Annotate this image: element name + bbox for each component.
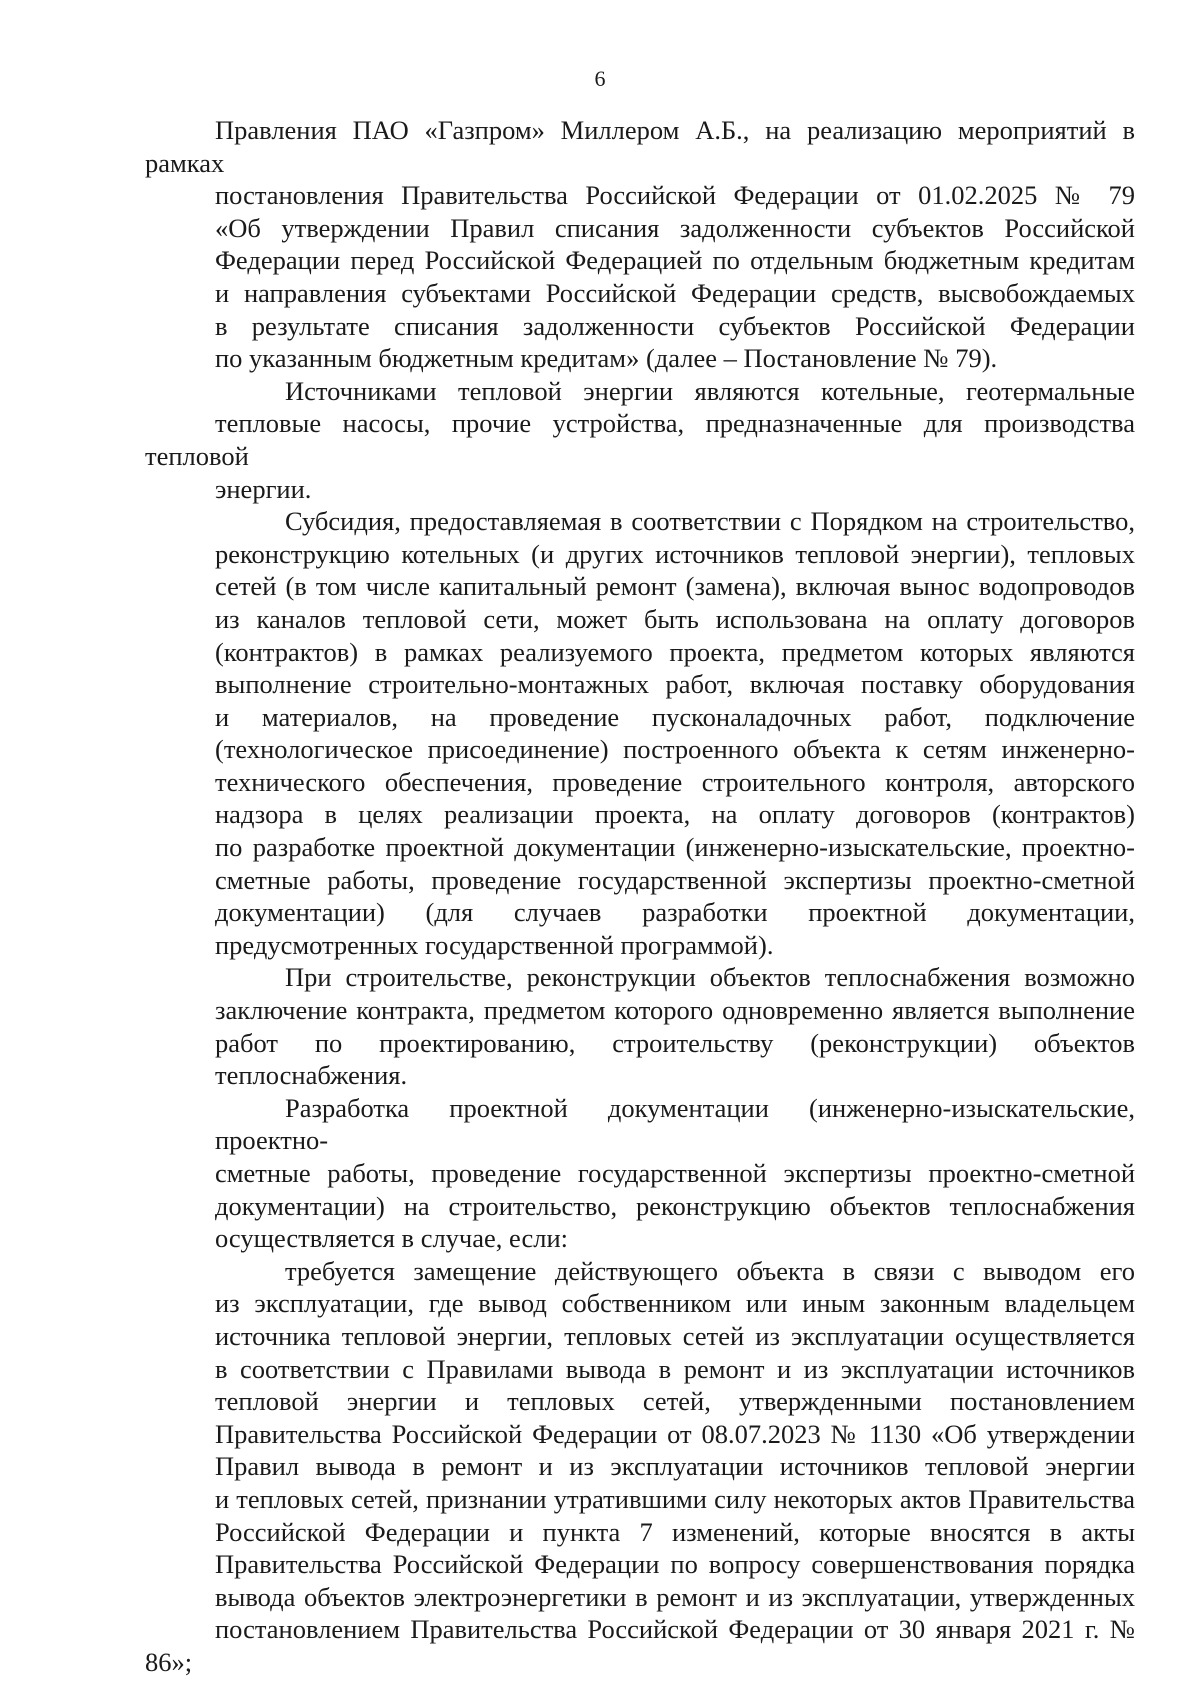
text-line: из эксплуатации, где вывод собственником или иным законным владельцем (215, 1288, 1135, 1319)
text-line: Правительства Российской Федерации по вопросу совершенствования порядка (215, 1549, 1135, 1580)
text-line: постановления Правительства Российской Федерации от 01.02.2025 № 79 (215, 180, 1135, 211)
text-line: документации) (для случаев разработки проектной документации, (215, 897, 1135, 928)
text-line: Разработка проектной документации (инженерно-изыскательские, проектно- (215, 1092, 1135, 1156)
text-line: по указанным бюджетным кредитам» (далее – Постановление № 79). (215, 343, 998, 374)
text-line: сметные работы, проведение государственной экспертизы проектно-сметной (215, 1158, 1135, 1188)
text-line: сетей (в том числе капитальный ремонт (замена), включая вынос водопроводов (215, 571, 1135, 602)
text-line: (технологическое присоединение) построенного объекта к сетям инженерно- (215, 734, 1135, 765)
text-line: постановлением Правительства Российской Федерации от 30 января 2021 г. № 86»; (145, 1614, 1135, 1677)
text-line: выполнение строительно-монтажных работ, включая поставку оборудования (215, 669, 1135, 700)
text-line: Источниками тепловой энергии являются котельные, геотермальные (285, 375, 1135, 406)
paragraph-5 (145, 1092, 1135, 1255)
text-line: работ по проектированию, строительству (реконструкции) объектов (215, 1027, 1135, 1058)
text-line: (контрактов) в рамках реализуемого проекта, предметом которых являются (215, 636, 1135, 667)
paragraph-6 (145, 1255, 1135, 1679)
text-line: источника тепловой энергии, тепловых сетей из эксплуатации осуществляется (215, 1320, 1135, 1351)
text-line: надзора в целях реализации проекта, на оплату договоров (контрактов) (215, 799, 1135, 830)
document-body (145, 114, 1135, 1679)
text-line: и направления субъектами Российской Федерации средств, высвобождаемых (215, 277, 1135, 308)
paragraph-3 (145, 505, 1135, 961)
text-line: в результате списания задолженности субъектов Российской Федерации (215, 310, 1135, 341)
text-line: Правления ПАО «Газпром» Миллером А.Б., на реализацию мероприятий в рамках (145, 115, 1135, 178)
page-number: 6 (594, 66, 606, 91)
text-line: Правил вывода в ремонт и из эксплуатации источников тепловой энергии (215, 1451, 1135, 1482)
text-line: из каналов тепловой сети, может быть использована на оплату договоров (215, 603, 1135, 634)
text-line: и тепловых сетей, признании утратившими силу некоторых актов Правительства (215, 1483, 1135, 1514)
text-line: тепловые насосы, прочие устройства, предназначенные для производства тепловой (145, 408, 1135, 471)
text-line: документации) на строительство, реконструкцию объектов теплоснабжения (215, 1190, 1135, 1221)
text-line: предусмотренных государственной программой). (215, 929, 774, 960)
text-line: Федерации перед Российской Федерацией по отдельным бюджетным кредитам (215, 245, 1135, 276)
text-line: энергии. (215, 473, 312, 504)
text-line: Российской Федерации и пункта 7 изменений, которые вносятся в акты (215, 1516, 1135, 1547)
paragraph-1 (145, 114, 1135, 375)
text-line: и материалов, на проведение пусконаладочных работ, подключение (215, 701, 1135, 732)
text-line: сметные работы, проведение государственной экспертизы проектно-сметной (215, 864, 1135, 895)
text-line: При строительстве, реконструкции объектов теплоснабжения возможно (285, 962, 1135, 993)
paragraph-4 (145, 961, 1135, 1091)
text-line: Правительства Российской Федерации от 08.07.2023 № 1130 «Об утверждении (215, 1418, 1135, 1449)
text-line: по разработке проектной документации (инженерно-изыскательские, проектно- (215, 832, 1135, 863)
text-line: теплоснабжения. (215, 1060, 408, 1091)
text-line: осуществляется в случае, если: (215, 1223, 568, 1254)
text-line: тепловой энергии и тепловых сетей, утвержденными постановлением (215, 1386, 1135, 1417)
text-line: в соответствии с Правилами вывода в ремонт и из эксплуатации источников (215, 1353, 1135, 1384)
text-line: «Об утверждении Правил списания задолженности субъектов Российской (215, 212, 1135, 243)
text-line: заключение контракта, предметом которого одновременно является выполнение (215, 995, 1135, 1026)
text-line: технического обеспечения, проведение строительного контроля, авторского (215, 766, 1135, 797)
paragraph-2 (145, 375, 1135, 505)
text-line: вывода объектов электроэнергетики в ремонт и из эксплуатации, утвержденных (215, 1581, 1135, 1612)
text-line: реконструкцию котельных (и других источников тепловой энергии), тепловых (215, 538, 1135, 569)
text-line: требуется замещение действующего объекта в связи с выводом его (285, 1255, 1135, 1286)
text-line: Субсидия, предоставляемая в соответствии с Порядком на строительство, (285, 506, 1135, 537)
